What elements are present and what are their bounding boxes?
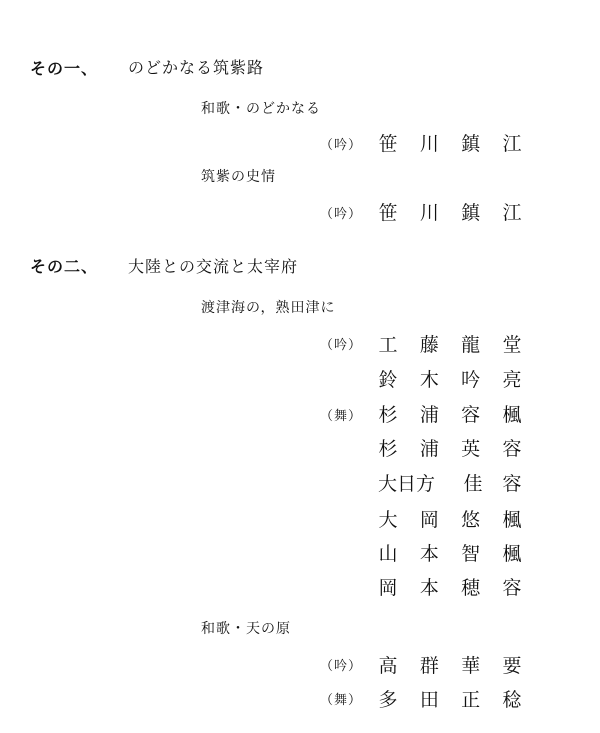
performer-name: 杉 浦 容 楓	[378, 404, 522, 426]
performer-name: 多 田 正 稔	[378, 689, 522, 711]
performer-name: 杉 浦 英 容	[378, 438, 522, 460]
performer-name: 笹 川 鎮 江	[378, 202, 522, 224]
performer-name: 山 本 智 楓	[378, 543, 522, 565]
role-recitation: （吟）	[320, 138, 363, 153]
role-recitation: （吟）	[320, 338, 363, 353]
part-2-title: 大陸との交流と太宰府	[128, 257, 299, 276]
performer-name: 工 藤 龍 堂	[378, 334, 522, 356]
performer-name: 大日方 佳 容	[378, 473, 522, 495]
part-1-label: その一、	[30, 59, 99, 78]
role-recitation: （吟）	[320, 207, 363, 222]
role-recitation: （吟）	[320, 659, 363, 674]
performer-name: 高 群 華 要	[378, 655, 522, 677]
performer-name: 笹 川 鎮 江	[378, 133, 522, 155]
part-1-title: のどかなる筑紫路	[128, 58, 265, 77]
performer-name: 鈴 木 吟 亮	[378, 369, 522, 391]
performer-name: 大 岡 悠 楓	[378, 509, 522, 531]
piece-1-2-title: 筑紫の史情	[201, 169, 276, 185]
piece-2-2-title: 和歌・天の原	[201, 621, 291, 637]
piece-1-1-title: 和歌・のどかなる	[201, 101, 321, 117]
role-dance: （舞）	[320, 693, 363, 708]
part-2-label: その二、	[30, 257, 99, 276]
performer-name: 岡 本 穂 容	[378, 577, 522, 599]
piece-2-1-title: 渡津海の，熟田津に	[201, 300, 336, 316]
role-dance: （舞）	[320, 409, 363, 424]
